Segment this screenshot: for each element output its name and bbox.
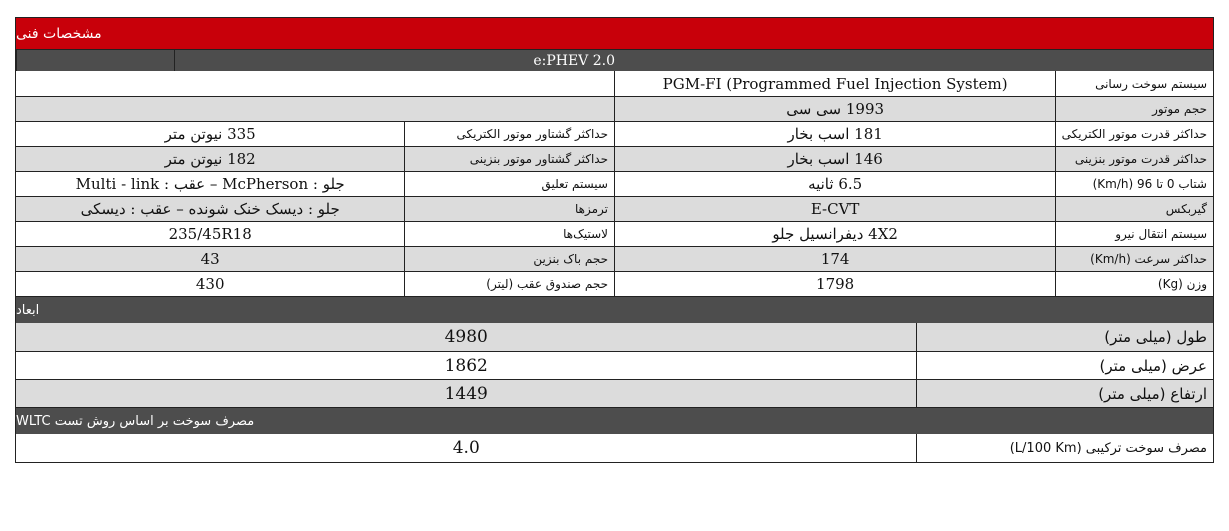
fuel-value: 4.0 — [452, 438, 480, 458]
dimension-row — [16, 379, 1213, 407]
fuel-label: مصرف سوخت ترکیبی (L/100 Km) — [916, 434, 1213, 462]
spec-label-secondary: حداکثر گشتاور موتور بنزینی — [404, 147, 614, 171]
spec-value-secondary: 182 نیوتن متر — [164, 150, 256, 168]
spec-value: 146 اسب بخار — [614, 147, 1055, 171]
spec-value: E-CVT — [614, 197, 1055, 221]
model-row — [16, 49, 1213, 71]
spec-value-secondary: 430 — [195, 275, 225, 293]
dimension-label: ارتفاع (میلی متر) — [916, 380, 1213, 407]
spec-label-secondary: سیستم تعلیق — [404, 172, 614, 196]
spec-row — [16, 271, 1213, 296]
spec-row — [16, 71, 1213, 96]
spec-value-secondary: جلو : McPherson – عقب : Multi - link — [75, 175, 345, 193]
spec-value-secondary: 235/45R18 — [168, 225, 252, 243]
spec-label-secondary: حجم باک بنزین — [404, 247, 614, 271]
spec-value: 1993 سی سی — [614, 97, 1055, 121]
spec-row — [16, 196, 1213, 221]
table-title: مشخصات فنی — [16, 18, 1213, 49]
spec-label: حجم موتور — [1055, 97, 1213, 121]
spec-label-secondary — [404, 71, 614, 96]
spec-row — [16, 146, 1213, 171]
dimension-value: 1449 — [444, 383, 488, 404]
spec-row — [16, 246, 1213, 271]
spec-value-secondary — [16, 71, 404, 96]
spec-value: 1798 — [614, 272, 1055, 296]
fuel-row — [16, 434, 1213, 462]
dimension-row — [16, 323, 1213, 351]
spec-label-secondary: حداکثر گشتاور موتور الکتریکی — [404, 122, 614, 146]
spec-value: PGM-FI (Programmed Fuel Injection System) — [614, 71, 1055, 96]
spec-label: حداکثر قدرت موتور بنزینی — [1055, 147, 1213, 171]
fuel-header-row — [16, 407, 1213, 434]
spec-value-secondary: جلو : دیسک خنک شونده – عقب : دیسکی — [80, 200, 340, 218]
model-empty-cell — [16, 50, 174, 71]
spec-label-secondary: لاستیک‌ها — [404, 222, 614, 246]
spec-label: حداکثر قدرت موتور الکتریکی — [1055, 122, 1213, 146]
spec-row — [16, 221, 1213, 246]
spec-label: سیستم سوخت رسانی — [1055, 71, 1213, 96]
spec-label: وزن (Kg) — [1055, 272, 1213, 296]
spec-label: گیربکس — [1055, 197, 1213, 221]
spec-table — [15, 17, 1214, 463]
model-left-empty — [615, 50, 1213, 71]
spec-label-secondary: ترمزها — [404, 197, 614, 221]
spec-label: حداکثر سرعت (Km/h) — [1055, 247, 1213, 271]
title-row — [16, 18, 1213, 49]
dimensions-title: ابعاد — [16, 297, 1213, 323]
spec-value-secondary: 43 — [200, 250, 220, 268]
dimension-row — [16, 351, 1213, 379]
fuel-title: مصرف سوخت بر اساس روش تست WLTC — [16, 408, 1213, 434]
spec-row — [16, 121, 1213, 146]
spec-label: شتاب 0 تا 96 (Km/h) — [1055, 172, 1213, 196]
spec-label-secondary: حجم صندوق عقب (لیتر) — [404, 272, 614, 296]
spec-row — [16, 171, 1213, 196]
dimension-value: 4980 — [444, 327, 488, 347]
spec-value: 181 اسب بخار — [614, 122, 1055, 146]
spec-value: 174 — [614, 247, 1055, 271]
dimension-label: عرض (میلی متر) — [916, 352, 1213, 379]
dimensions-header-row — [16, 296, 1213, 323]
spec-value-secondary — [16, 97, 404, 121]
spec-value: 6.5 ثانیه — [614, 172, 1055, 196]
spec-label-secondary — [404, 97, 614, 121]
dimension-label: طول (میلی متر) — [916, 323, 1213, 351]
spec-value-secondary: 335 نیوتن متر — [164, 125, 256, 143]
spec-row — [16, 96, 1213, 121]
dimension-value: 1862 — [444, 355, 488, 376]
spec-value: 4X2 دیفرانسیل جلو — [614, 222, 1055, 246]
spec-label: سیستم انتقال نیرو — [1055, 222, 1213, 246]
model-name: 2.0 e:PHEV — [174, 50, 615, 71]
